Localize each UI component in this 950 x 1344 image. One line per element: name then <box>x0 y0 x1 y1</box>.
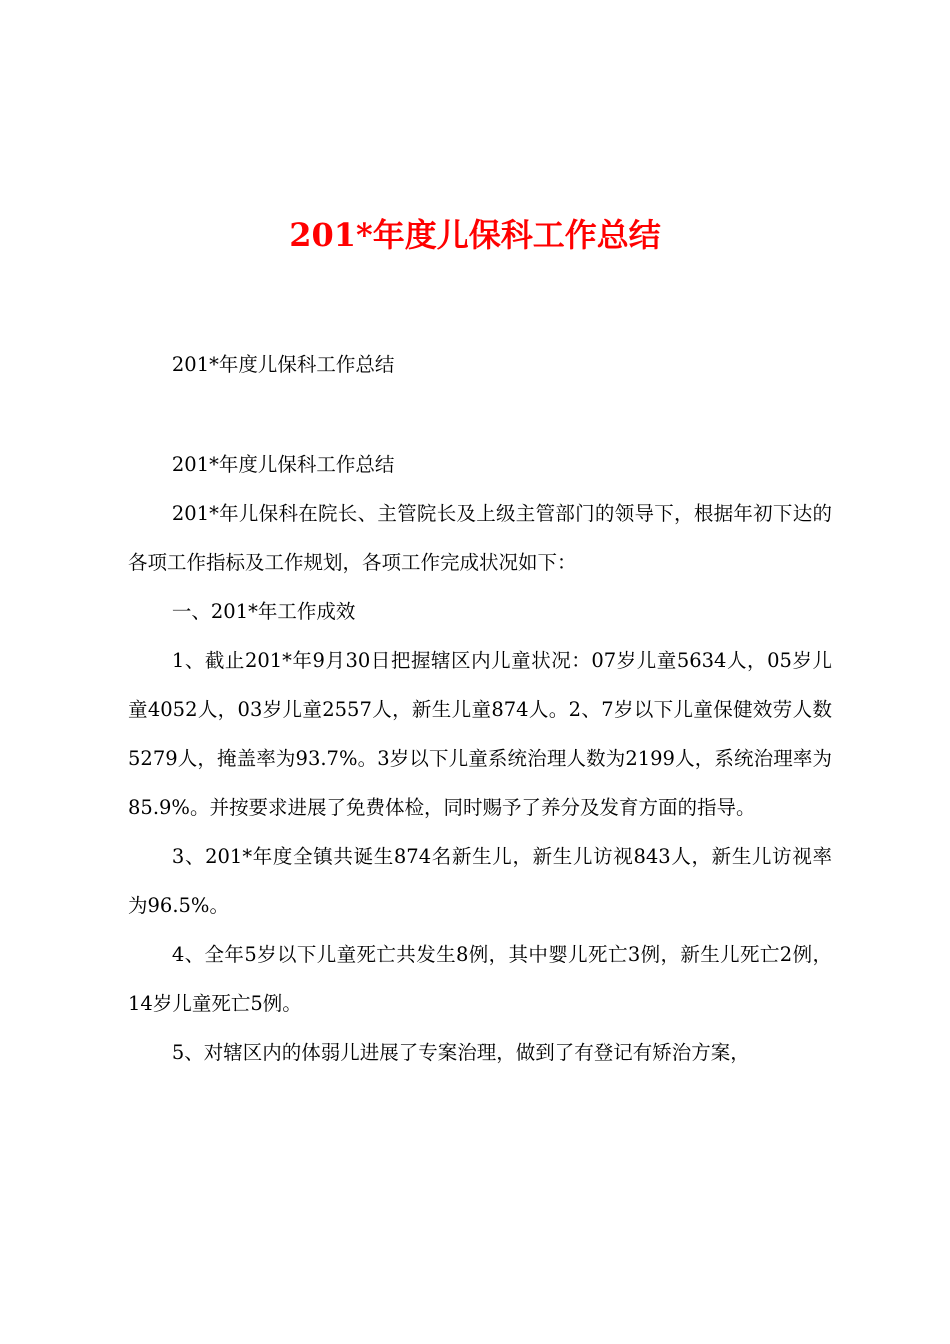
document-title: 201*年度儿保科工作总结 <box>289 216 661 254</box>
paragraph-heading-2: 201*年度儿保科工作总结 <box>171 453 395 476</box>
paragraph-heading-1: 201*年度儿保科工作总结 <box>171 353 395 376</box>
paragraph-item-5: 5、对辖区内的体弱儿进展了专案治理，做到了有登记有矫治方案， <box>171 1041 750 1064</box>
paragraph-item-4: 4、全年5岁以下儿童死亡共发生8例，其中婴儿死亡3例，新生儿死亡2例，14岁儿童死亡5例。 <box>128 943 832 1015</box>
section-heading: 一、201*年工作成效 <box>171 600 356 623</box>
paragraph-item-1: 1、截止201*年9月30日把握辖区内儿童状况：07岁儿童5634人，05岁儿童4052人，03岁儿童2557人，新生儿童874人。2、7岁以下儿童保健效劳人数5279人，掩盖率为93.7%。3岁以下儿童系统治理人数为2199人，系统治理率为85.9%。并按要求进展了免费体检，同时赐予了养分及发育方面的指导。 <box>128 649 832 819</box>
document-body <box>128 340 832 1077</box>
paragraph-item-3: 3、201*年度全镇共诞生874名新生儿，新生儿访视843人，新生儿访视率为96.5%。 <box>128 845 832 917</box>
paragraph-intro: 201*年儿保科在院长、主管院长及上级主管部门的领导下，根据年初下达的各项工作指标及工作规划，各项工作完成状况如下： <box>128 502 832 574</box>
